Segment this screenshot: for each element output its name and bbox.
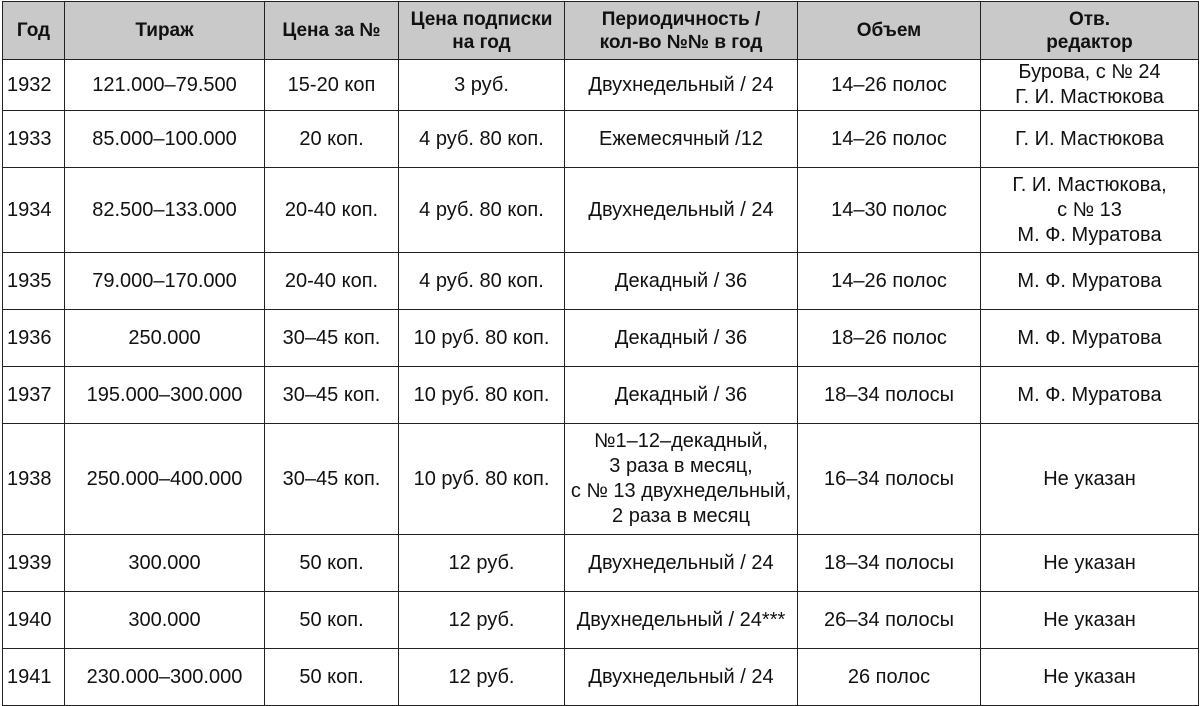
cell-periodicity: Ежемесячный /12 [565, 111, 798, 168]
cell-year: 1939 [3, 535, 65, 592]
cell-year: 1940 [3, 592, 65, 649]
cell-editor: Не указан [981, 424, 1199, 535]
header-editor: Отв. редактор [981, 2, 1199, 60]
cell-editor: М. Ф. Муратова [981, 310, 1199, 367]
header-year: Год [3, 2, 65, 60]
cell-editor: Не указан [981, 592, 1199, 649]
table-header-row [3, 2, 1199, 60]
cell-circulation: 195.000–300.000 [65, 367, 265, 424]
cell-volume: 14–26 полос [798, 111, 981, 168]
cell-subscription: 12 руб. [399, 535, 565, 592]
cell-subscription: 10 руб. 80 коп. [399, 367, 565, 424]
cell-periodicity: Двухнедельный / 24 [565, 649, 798, 706]
table-row [3, 253, 1199, 310]
cell-circulation: 79.000–170.000 [65, 253, 265, 310]
cell-volume: 14–26 полос [798, 253, 981, 310]
cell-subscription: 12 руб. [399, 649, 565, 706]
table-row [3, 310, 1199, 367]
cell-price: 50 коп. [265, 535, 399, 592]
cell-periodicity: №1–12–декадный, 3 раза в месяц, с № 13 двухнедельный, 2 раза в месяц [565, 424, 798, 535]
table-row [3, 535, 1199, 592]
table-row [3, 592, 1199, 649]
header-circulation: Тираж [65, 2, 265, 60]
cell-periodicity: Двухнедельный / 24 [565, 60, 798, 111]
cell-periodicity: Двухнедельный / 24 [565, 535, 798, 592]
table-row [3, 367, 1199, 424]
cell-periodicity: Декадный / 36 [565, 253, 798, 310]
cell-editor: Г. И. Мастюкова [981, 111, 1199, 168]
cell-circulation: 85.000–100.000 [65, 111, 265, 168]
cell-volume: 18–34 полосы [798, 367, 981, 424]
cell-editor: М. Ф. Муратова [981, 367, 1199, 424]
cell-subscription: 12 руб. [399, 592, 565, 649]
cell-subscription: 3 руб. [399, 60, 565, 111]
cell-circulation: 300.000 [65, 535, 265, 592]
cell-year: 1933 [3, 111, 65, 168]
table-row [3, 60, 1199, 111]
cell-subscription: 10 руб. 80 коп. [399, 310, 565, 367]
cell-subscription: 4 руб. 80 коп. [399, 111, 565, 168]
cell-price: 30–45 коп. [265, 424, 399, 535]
cell-price: 20-40 коп. [265, 168, 399, 253]
cell-year: 1932 [3, 60, 65, 111]
cell-editor: Г. И. Мастюкова, с № 13 М. Ф. Муратова [981, 168, 1199, 253]
table-row [3, 649, 1199, 706]
cell-periodicity: Двухнедельный / 24*** [565, 592, 798, 649]
cell-editor: Бурова, с № 24 Г. И. Мастюкова [981, 60, 1199, 111]
cell-price: 30–45 коп. [265, 310, 399, 367]
cell-volume: 16–34 полосы [798, 424, 981, 535]
cell-periodicity: Декадный / 36 [565, 310, 798, 367]
cell-year: 1938 [3, 424, 65, 535]
cell-volume: 14–26 полос [798, 60, 981, 111]
cell-volume: 14–30 полос [798, 168, 981, 253]
cell-year: 1935 [3, 253, 65, 310]
cell-periodicity: Декадный / 36 [565, 367, 798, 424]
cell-periodicity: Двухнедельный / 24 [565, 168, 798, 253]
cell-volume: 18–34 полосы [798, 535, 981, 592]
table-row [3, 424, 1199, 535]
cell-year: 1941 [3, 649, 65, 706]
cell-volume: 18–26 полос [798, 310, 981, 367]
cell-editor: Не указан [981, 649, 1199, 706]
header-volume: Объем [798, 2, 981, 60]
cell-circulation: 82.500–133.000 [65, 168, 265, 253]
header-price-per-issue: Цена за № [265, 2, 399, 60]
cell-price: 20 коп. [265, 111, 399, 168]
table-row [3, 111, 1199, 168]
cell-circulation: 121.000–79.500 [65, 60, 265, 111]
cell-price: 30–45 коп. [265, 367, 399, 424]
cell-circulation: 230.000–300.000 [65, 649, 265, 706]
cell-circulation: 250.000 [65, 310, 265, 367]
cell-year: 1936 [3, 310, 65, 367]
header-periodicity: Периодичность / кол-во №№ в год [565, 2, 798, 60]
cell-subscription: 4 руб. 80 коп. [399, 253, 565, 310]
magazine-statistics-table [2, 1, 1199, 706]
cell-editor: Не указан [981, 535, 1199, 592]
table-row [3, 168, 1199, 253]
cell-price: 50 коп. [265, 592, 399, 649]
cell-subscription: 10 руб. 80 коп. [399, 424, 565, 535]
cell-year: 1937 [3, 367, 65, 424]
cell-price: 20-40 коп. [265, 253, 399, 310]
cell-volume: 26–34 полосы [798, 592, 981, 649]
cell-volume: 26 полос [798, 649, 981, 706]
cell-circulation: 250.000–400.000 [65, 424, 265, 535]
cell-year: 1934 [3, 168, 65, 253]
cell-subscription: 4 руб. 80 коп. [399, 168, 565, 253]
cell-price: 50 коп. [265, 649, 399, 706]
cell-circulation: 300.000 [65, 592, 265, 649]
cell-editor: М. Ф. Муратова [981, 253, 1199, 310]
cell-price: 15-20 коп [265, 60, 399, 111]
header-annual-subscription: Цена подписки на год [399, 2, 565, 60]
